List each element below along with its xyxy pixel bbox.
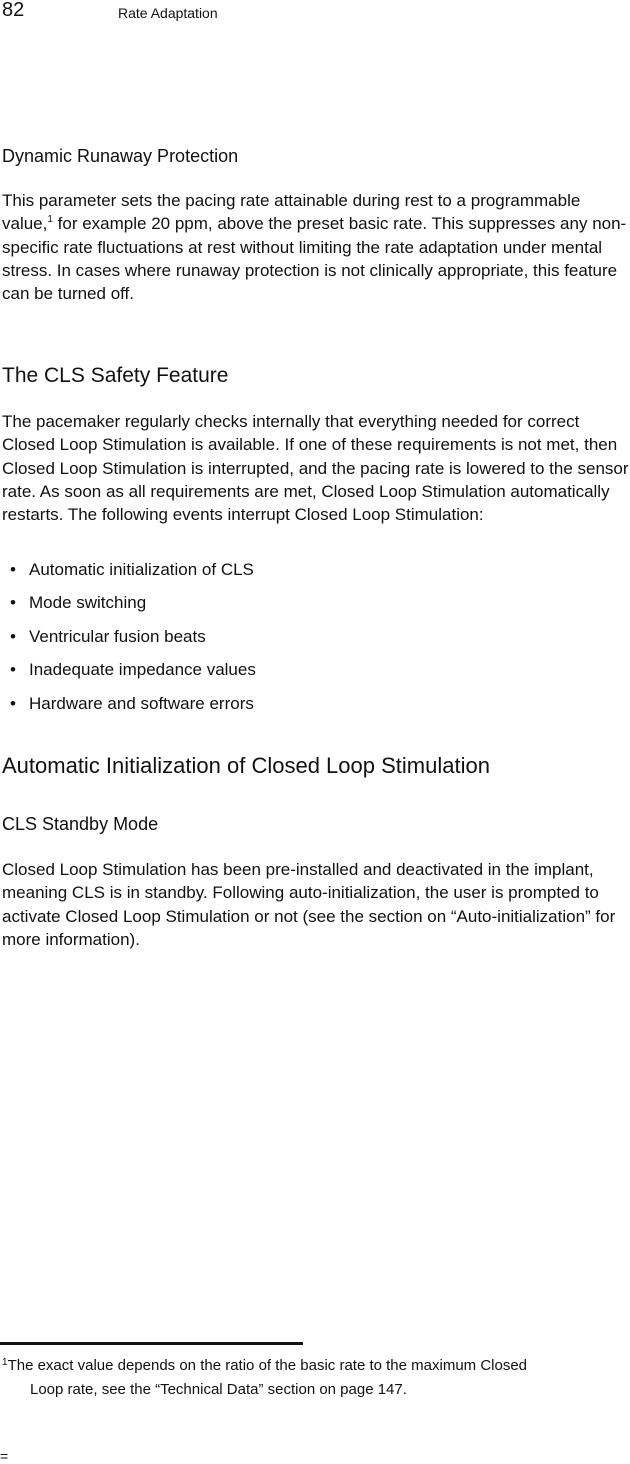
list-item bbox=[0, 591, 630, 624]
list-item-text: Hardware and software errors bbox=[29, 693, 254, 713]
footnote-reference[interactable]: 1 bbox=[47, 213, 53, 225]
list-item bbox=[0, 625, 630, 658]
interrupt-events-list bbox=[0, 558, 630, 725]
footnote bbox=[2, 1355, 630, 1401]
paragraph-runaway-part2: for example 20 ppm, above the preset basic rate. This suppresses any non-specific rate fluctuations at rest without limiting the rate adaptation under mental stress. In cases where runaway protection is not clinically appropriate, this feature can be turned off. bbox=[2, 214, 627, 304]
list-item bbox=[0, 558, 630, 591]
footnote-line-2: Loop rate, see the “Technical Data” section on page 147. bbox=[30, 1381, 407, 1398]
bullet-glyph: • bbox=[10, 593, 16, 613]
bullet-glyph: • bbox=[10, 626, 16, 646]
list-item-text: Inadequate impedance values bbox=[29, 660, 256, 680]
bottom-mark: = bbox=[0, 1448, 9, 1464]
bullet-glyph: • bbox=[10, 660, 16, 680]
list-item bbox=[0, 658, 630, 691]
paragraph-standby: Closed Loop Stimulation has been pre-installed and deactivated in the implant, meaning CLS is in standby. Following auto-initialization, the user is prompted to activate Closed Loop Stimulation or not (see the section on “Auto-initialization” for more information). bbox=[2, 860, 616, 949]
list-item-text: Mode switching bbox=[29, 593, 147, 613]
list-item-text: Ventricular fusion beats bbox=[29, 626, 206, 646]
footnote-marker: 1 bbox=[2, 1357, 8, 1368]
section-heading-safety: The CLS Safety Feature bbox=[2, 364, 229, 387]
section-heading-runaway: Dynamic Runaway Protection bbox=[2, 146, 239, 166]
list-item bbox=[0, 692, 630, 725]
running-header: Rate Adaptation bbox=[118, 5, 218, 21]
footnote-line-1: The exact value depends on the ratio of the basic rate to the maximum Closed bbox=[7, 1357, 528, 1374]
footnote-divider bbox=[0, 1342, 303, 1345]
paragraph-runaway-part1: This parameter sets the pacing rate attainable during rest to a programmable value, bbox=[2, 191, 581, 234]
list-item-text: Automatic initialization of CLS bbox=[29, 560, 254, 579]
section-heading-auto-init: Automatic Initialization of Closed Loop Stimulation bbox=[2, 753, 490, 778]
paragraph-safety: The pacemaker regularly checks internally that everything needed for correct Closed Loop Stimulation is available. If one of these requirements is not met, then Closed Loop Stimulation is interrupted, and the pacing rate is lowered to the sensor rate. As soon as all requirements are met, Closed Loop Stimulation automatically restarts. The following events interrupt Closed Loop Stimulation: bbox=[2, 412, 629, 525]
bullet-glyph: • bbox=[10, 693, 16, 713]
paragraph-runaway bbox=[2, 189, 630, 305]
page-number: 82 bbox=[2, 0, 25, 21]
bullet-glyph: • bbox=[10, 560, 16, 579]
section-heading-standby: CLS Standby Mode bbox=[2, 814, 159, 834]
